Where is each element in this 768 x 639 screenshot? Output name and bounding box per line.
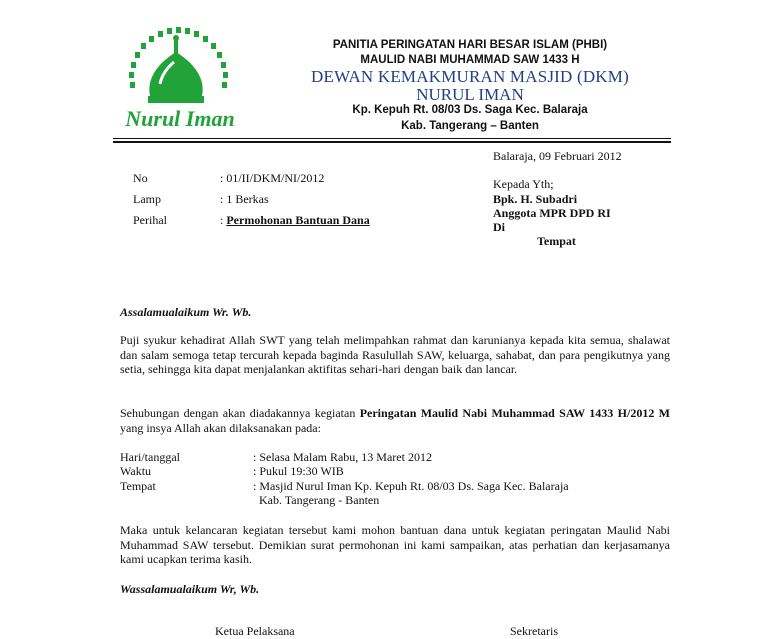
- meta-subject-value: : Permohonan Bantuan Dana: [220, 213, 370, 227]
- event-place-value-2: Kab. Tangerang - Banten: [259, 493, 380, 507]
- meta-no-label: No: [133, 171, 148, 185]
- header-rule-thin: [113, 138, 671, 139]
- paragraph-opening: Puji syukur kehadirat Allah SWT yang telah melimpahkan rahmat dan karunianya kepada kita semua, shalawat dan salam semoga tetap tercurah kepada baginda Rasulullah SAW, keluarga, sahabat, dan para pengikutnya yang setia, sehingga kita dapat menjalankan aktifitas sehari-hari dengan baik dan lancar.: [120, 333, 670, 376]
- recipient-name: Bpk. H. Subadri: [493, 192, 578, 206]
- subject-text: Permohonan Bantuan Dana: [226, 213, 370, 227]
- paragraph-closing: Maka untuk kelancaran kegiatan tersebut kami mohon bantuan dana untuk kegiatan peringatan Maulid Nabi Muhammad SAW tersebut. Demikian surat permohonan ini kami sampaikan, atas perhatian dan kerjasamanya kami ucapkan terima kasih.: [120, 523, 670, 566]
- event-name: Peringatan Maulid Nabi Muhammad SAW 1433 H/2012 M: [359, 406, 670, 420]
- greeting: Assalamualaikum Wr. Wb.: [120, 305, 252, 319]
- header-region: Kab. Tangerang – Banten: [401, 120, 539, 132]
- signature-chair: Ketua Pelaksana: [215, 624, 295, 638]
- signature-secretary: Sekretaris: [510, 624, 558, 638]
- event-date-label: Hari/tanggal: [120, 450, 180, 464]
- paragraph-event-intro: Sehubungan dengan akan diadakannya kegiatan Peringatan Maulid Nabi Muhammad SAW 1433 H/2012 M yang insya Allah akan dilaksanakan pada:: [120, 406, 670, 435]
- header-rule-thick: [113, 141, 671, 143]
- recipient-place: Tempat: [537, 234, 576, 248]
- place-date: Balaraja, 09 Februari 2012: [493, 149, 622, 163]
- event-time-label: Waktu: [120, 464, 152, 478]
- recipient-di: Di: [493, 220, 505, 234]
- event-time-value: : Pukul 19:30 WIB: [253, 464, 344, 478]
- event-date-value: : Selasa Malam Rabu, 13 Maret 2012: [253, 450, 432, 464]
- meta-subject-label: Perihal: [133, 213, 167, 227]
- recipient-to: Kepada Yth;: [493, 177, 554, 191]
- header-org-title: DEWAN KEMAKMURAN MASJID (DKM): [311, 67, 629, 86]
- meta-no-value: : 01/II/DKM/NI/2012: [220, 171, 325, 185]
- meta-lamp-value: : 1 Berkas: [220, 192, 269, 206]
- mosque-logo: [110, 22, 250, 142]
- header-event: MAULID NABI MUHAMMAD SAW 1433 H: [360, 54, 580, 66]
- logo-dome: [149, 52, 202, 96]
- header-address: Kp. Kepuh Rt. 08/03 Ds. Saga Kec. Balaraja: [352, 104, 588, 116]
- logo-text: Nurul Iman: [125, 106, 235, 131]
- recipient-position: Anggota MPR DPD RI: [493, 206, 611, 220]
- event-place-value: : Masjid Nurul Iman Kp. Kepuh Rt. 08/03 Ds. Saga Kec. Balaraja: [253, 479, 569, 493]
- meta-lamp-label: Lamp: [133, 192, 161, 206]
- event-place-label: Tempat: [120, 479, 156, 493]
- closing-salutation: Wassalamualaikum Wr, Wb.: [120, 582, 260, 596]
- header-org-name: NURUL IMAN: [416, 85, 524, 104]
- header-committee: PANITIA PERINGATAN HARI BESAR ISLAM (PHBI): [332, 39, 608, 51]
